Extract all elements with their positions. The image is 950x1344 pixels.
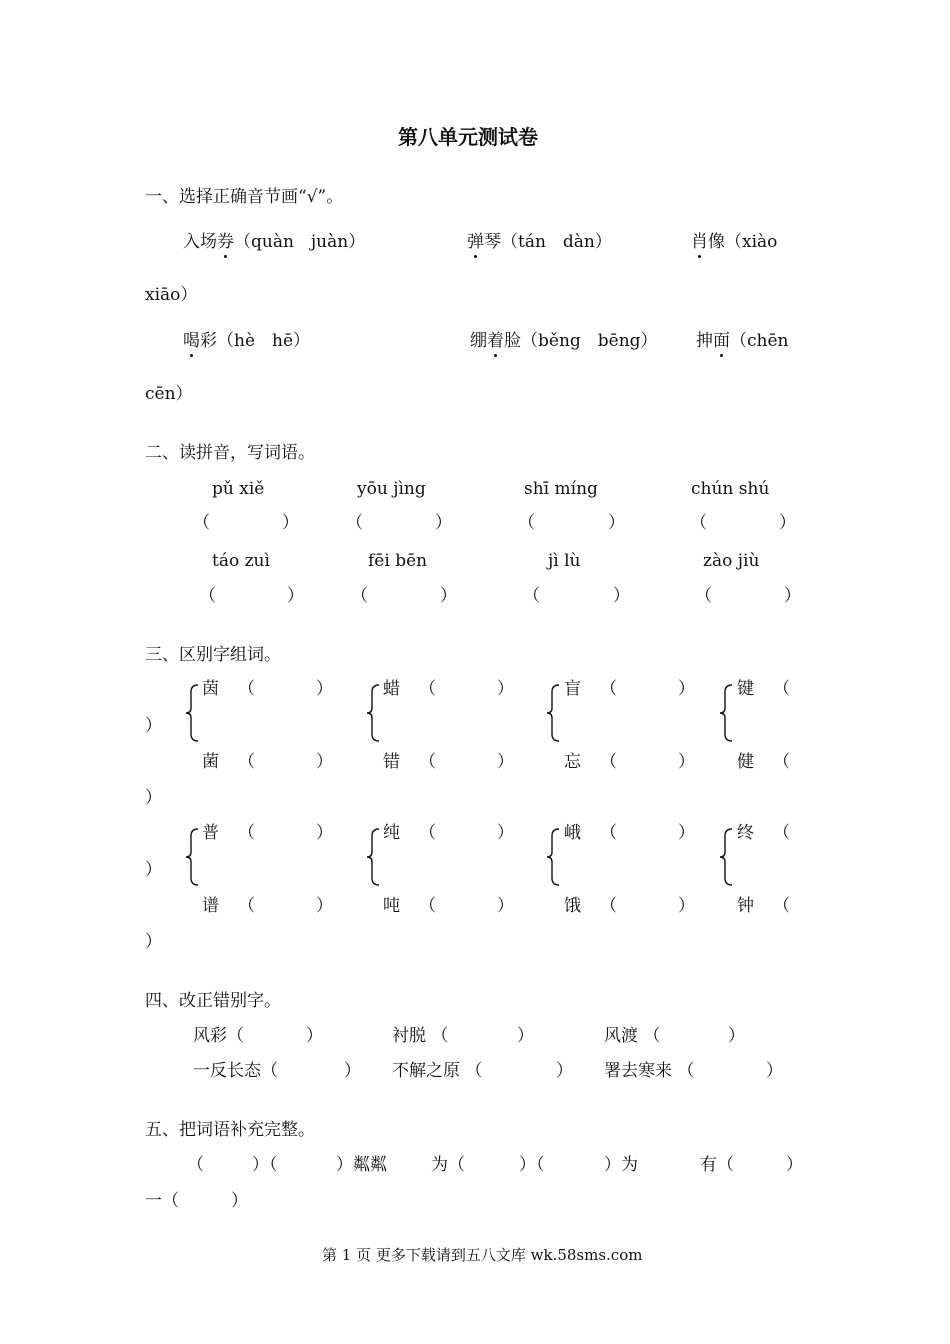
answer-paren-close-wrap: ） [145, 860, 162, 880]
answer-paren-close: ） [766, 1061, 783, 1081]
section-3-heading: 三、区别字组词。 [145, 645, 281, 665]
answer-paren-close: ） [608, 513, 625, 533]
s1-item-4: 喝彩（hè hē） [183, 331, 311, 351]
error-word: 一反长态（ [193, 1061, 278, 1081]
answer-paren-open: （ [419, 752, 436, 772]
error-word: 不解之原 （ [392, 1061, 483, 1081]
answer-paren-close: ） [678, 823, 695, 843]
fill-part: 有（ [700, 1155, 734, 1175]
answer-paren-close: ） [344, 1061, 361, 1081]
error-word: 风渡 （ [604, 1026, 661, 1046]
answer-paren-close: ） [316, 752, 333, 772]
char-item: 忘 [564, 752, 581, 772]
answer-paren-open: （ [351, 586, 368, 606]
s1-item-5: 绷着脸（běng bēng） [470, 331, 658, 351]
fill-part: 为（ [431, 1155, 465, 1175]
char-item: 茵 [202, 679, 219, 699]
char-item: 饿 [564, 896, 581, 916]
pinyin-item: pǔ xiě [212, 479, 265, 499]
brace-icon [366, 828, 380, 886]
brace-icon [719, 828, 733, 886]
answer-paren-close-wrap: ） [145, 716, 162, 736]
answer-paren-open: （ [238, 896, 255, 916]
answer-paren-open: （ [238, 752, 255, 772]
fill-part: 一（ [145, 1191, 179, 1211]
brace-icon [185, 684, 199, 742]
char-item: 健 [737, 752, 754, 772]
section-2-heading: 二、读拼音，写词语。 [145, 443, 315, 463]
error-word: 风彩（ [193, 1026, 244, 1046]
answer-paren-open: （ [419, 823, 436, 843]
answer-paren-close: ） [316, 679, 333, 699]
pinyin-item: chún shú [691, 479, 770, 499]
pinyin-item: zào jiù [703, 551, 760, 571]
char-item: 错 [383, 752, 400, 772]
brace-icon [366, 684, 380, 742]
answer-paren-close: ） [306, 1026, 323, 1046]
answer-paren-close: ） [728, 1026, 745, 1046]
answer-paren-open: （ [690, 513, 707, 533]
char-item: 吨 [383, 896, 400, 916]
answer-paren-open: （ [773, 752, 790, 772]
s1-item-6: 抻面（chēn [696, 331, 789, 351]
fill-part: ）为 [604, 1155, 638, 1175]
fill-part: ）粼粼 [336, 1155, 387, 1175]
fill-part: ） [231, 1191, 248, 1211]
answer-paren-close: ） [440, 586, 457, 606]
answer-paren-close: ） [435, 513, 452, 533]
answer-paren-open: （ [419, 679, 436, 699]
pinyin-item: yōu jìng [357, 479, 426, 499]
answer-paren-close: ） [556, 1061, 573, 1081]
pinyin-item: jì lù [548, 551, 581, 571]
answer-paren-open: （ [518, 513, 535, 533]
char-item: 谱 [202, 896, 219, 916]
s1-item-1: 入场券（quàn juàn） [183, 232, 366, 252]
answer-paren-close: ） [497, 896, 514, 916]
char-item: 蜡 [383, 679, 400, 699]
s1-item-2: 弹琴（tán dàn） [467, 232, 612, 252]
answer-paren-close: ） [316, 896, 333, 916]
answer-paren-close: ） [613, 586, 630, 606]
answer-paren-close: ） [497, 752, 514, 772]
error-word: 衬脱 （ [392, 1026, 449, 1046]
page-footer: 第 1 页 更多下载请到五八文库 wk.58sms.com [322, 1246, 643, 1264]
s1-item-3-wrap: xiāo） [145, 285, 198, 305]
char-item: 终 [737, 823, 754, 843]
section-4-heading: 四、改正错别字。 [145, 991, 281, 1011]
char-item: 普 [202, 823, 219, 843]
char-item: 盲 [564, 679, 581, 699]
brace-icon [719, 684, 733, 742]
answer-paren-close: ） [497, 823, 514, 843]
answer-paren-open: （ [193, 513, 210, 533]
answer-paren-close: ） [517, 1026, 534, 1046]
char-item: 纯 [383, 823, 400, 843]
answer-paren-open: （ [419, 896, 436, 916]
brace-icon [546, 684, 560, 742]
s1-item-3: 肖像（xiào [691, 232, 778, 252]
answer-paren-open: （ [600, 823, 617, 843]
answer-paren-open: （ [773, 679, 790, 699]
answer-paren-close: ） [678, 896, 695, 916]
answer-paren-close: ） [282, 513, 299, 533]
error-word: 署去寒来 （ [604, 1061, 695, 1081]
brace-icon [546, 828, 560, 886]
pinyin-item: táo zuì [212, 551, 270, 571]
char-item: 钟 [737, 896, 754, 916]
brace-icon [185, 828, 199, 886]
s1-item-6-wrap: cēn） [145, 384, 193, 404]
char-item: 键 [737, 679, 754, 699]
answer-paren-close: ） [287, 586, 304, 606]
answer-paren-close: ） [779, 513, 796, 533]
answer-paren-open: （ [695, 586, 712, 606]
answer-paren-open: （ [600, 896, 617, 916]
answer-paren-open: （ [600, 679, 617, 699]
section-1-heading: 一、选择正确音节画“√”。 [145, 187, 344, 207]
answer-paren-close-wrap: ） [145, 788, 162, 808]
section-5-heading: 五、把词语补充完整。 [145, 1120, 315, 1140]
fill-part: （ [187, 1155, 204, 1175]
answer-paren-open: （ [773, 823, 790, 843]
pinyin-item: shī míng [524, 479, 598, 499]
answer-paren-close: ） [316, 823, 333, 843]
page-title: 第八单元测试卷 [398, 125, 538, 149]
answer-paren-close: ） [784, 586, 801, 606]
answer-paren-open: （ [238, 679, 255, 699]
answer-paren-close-wrap: ） [145, 932, 162, 952]
fill-part: ）（ [252, 1155, 278, 1175]
char-item: 菌 [202, 752, 219, 772]
char-item: 峨 [564, 823, 581, 843]
fill-part: ）（ [519, 1155, 545, 1175]
answer-paren-open: （ [199, 586, 216, 606]
answer-paren-close: ） [678, 679, 695, 699]
answer-paren-close: ） [497, 679, 514, 699]
answer-paren-open: （ [346, 513, 363, 533]
pinyin-item: fēi bēn [368, 551, 428, 571]
answer-paren-close: ） [678, 752, 695, 772]
answer-paren-open: （ [238, 823, 255, 843]
fill-part: ） [786, 1155, 803, 1175]
answer-paren-open: （ [600, 752, 617, 772]
answer-paren-open: （ [773, 896, 790, 916]
answer-paren-open: （ [523, 586, 540, 606]
